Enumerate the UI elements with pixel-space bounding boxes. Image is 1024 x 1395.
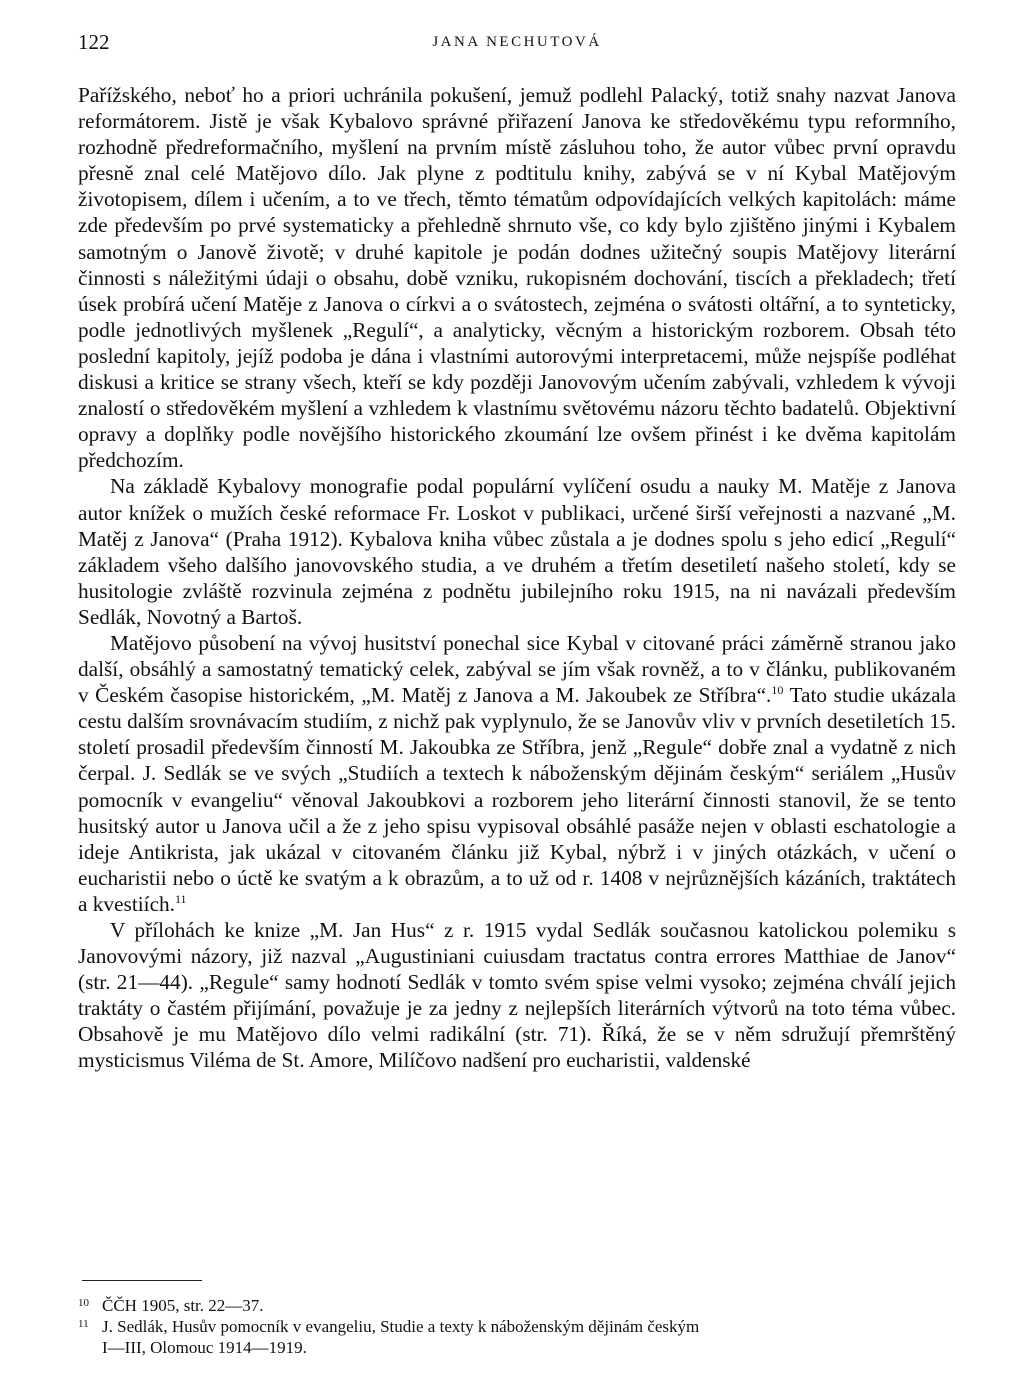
paragraph-text: Matějovo působení na vývoj husitství ponechal sice Kybal v citované práci záměrně stranou jako další, obsáhlý a samostatný tematický celek, zabýval se jím však rovněž, a to v článku, publikovaném v Českém časopise historickém, „M. Matěj z Janova a M. Jakoubek ze Stříbra“. [78, 630, 956, 708]
footnote-text: J. Sedlák, Husův pomocník v evangeliu, Studie a texty k náboženským dějinám českým [102, 1317, 700, 1336]
paragraph [78, 917, 956, 1074]
footnote-reference: 10 [771, 683, 784, 698]
paragraph [78, 473, 956, 630]
running-title: JANA NECHUTOVÁ [432, 34, 602, 50]
paragraph-text: Pařížského, neboť ho a priori uchránila pokušení, jemuž podlehl Palacký, totiž snahy nazvat Janova reformátorem. Jistě je však Kybalovo správné přiřazení Janova ke středověkému typu reformního, rozhodně předreformačního, myšlení na prvním místě zásluhou toho, že autor vůbec první opravdu přesně znal celé Matějovo dílo. Jak plyne z podtitulu knihy, zabývá se v ní Kybal Matějovým životopisem, dílem i učením, a to ve třech, těmto tématům odpovídajících velkých kapitolách: máme zde především po prvé systematicky a přehledně shrnuto vše, co kdy bylo zjištěno jinými i Kybalem samotným o Janově životě; v druhé kapitole je podán dodnes užitečný soupis Matějovy literární činnosti s náležitými údaji o obsahu, době vzniku, rukopisném dochování, tiscích a překladech; třetí úsek probírá učení Matěje z Janova o církvi a o svátostech, zejména o svátosti oltářní, a to synteticky, podle jednotlivých myšlenek „Regulí“, a analyticky, věcným a historickým rozborem. Obsah této poslední kapitoly, jejíž podoba je dána i vlastními autorovými interpretacemi, může nejspíše podléhat diskusi a kritice se strany všech, kteří se kdy později Janovovým učením zabývali, vzhledem k vývoji znalostí o středověkém myšlení a vzhledem k vlastnímu světovému názoru těchto badatelů. Objektivní opravy a doplňky podle novějšího historického zkoumání lze ovšem přinést i ke dvěma kapitolám předchozím. [78, 83, 956, 473]
paragraph-text: Tato studie ukázala cestu dalším srovnávacím studiím, z nichž pak vyplynulo, že se Janovův vliv v prvních desetiletích 15. století prosadil především činností M. Jakoubka ze Stříbra, jenž „Regule“ dobře znal a vydatně z nich čerpal. J. Sedlák se ve svých „Studiích a textech k náboženským dějinám českým“ seriálem „Husův pomocník v evangeliu“ věnoval Jakoubkovi a rozborem jeho literární činnosti stanovil, že se tento husitský autor u Janova učil a že z jeho spisu vypisoval obsáhlé pasáže nejen v oblasti eschatologie a ideje Antikrista, jak ukázal v citovaném článku již Kybal, nýbrž i v jiných otázkách, v učení o eucharistii nebo o úctě ke svatým a k obrazům, a to už od r. 1408 v nejrůznějších kázáních, traktátech a kvestiích. [78, 683, 956, 916]
body-text [78, 82, 956, 1074]
paragraph [78, 630, 956, 917]
footnote [78, 1296, 956, 1316]
footnote-text: ČČH 1905, str. 22—37. [102, 1296, 264, 1315]
footnote-reference: 11 [175, 891, 187, 906]
footnote [78, 1317, 956, 1337]
paragraph [78, 82, 956, 473]
footnote-separator [82, 1280, 202, 1281]
footnote-number: 11 [78, 1318, 89, 1330]
footnotes [78, 1296, 956, 1358]
footnote-continuation: I—III, Olomouc 1914—1919. [102, 1338, 307, 1357]
paragraph-text: V přílohách ke knize „M. Jan Hus“ z r. 1915 vydal Sedlák současnou katolickou polemiku s Janovovými názory, již nazval „Augustiniani cuiusdam tractatus contra errores Matthiae de Janov“ (str. 21—44). „Regule“ samy hodnotí Sedlák v tomto svém spise velmi vysoko; zejména chválí jejich traktáty o častém přijímání, považuje je za jedny z nejlepších literárních výtvorů na toto téma vůbec. Obsahově je mu Matějovo dílo velmi radikální (str. 71). Říká, že se v něm sdružují přemrštěný mysticismus Viléma de St. Amore, Milíčovo nadšení pro eucharistii, valdenské [78, 918, 956, 1073]
paragraph-text: Na základě Kybalovy monografie podal populární vylíčení osudu a nauky M. Matěje z Janova autor knížek o mužích české reformace Fr. Loskot v publikaci, určené širší veřejnosti a nazvané „M. Matěj z Janova“ (Praha 1912). Kybalova kniha vůbec zůstala a je dodnes spolu s jeho edicí „Regulí“ základem všeho dalšího janovovského studia, a ve druhém a třetím desetiletí našeho století, kdy se husitologie zvláště rozvinula zejména z podnětu jubilejního roku 1915, na ni navázali především Sedlák, Novotný a Bartoš. [78, 474, 956, 629]
footnote-number: 10 [78, 1297, 89, 1309]
page-header [78, 30, 956, 60]
page-number: 122 [78, 30, 110, 54]
